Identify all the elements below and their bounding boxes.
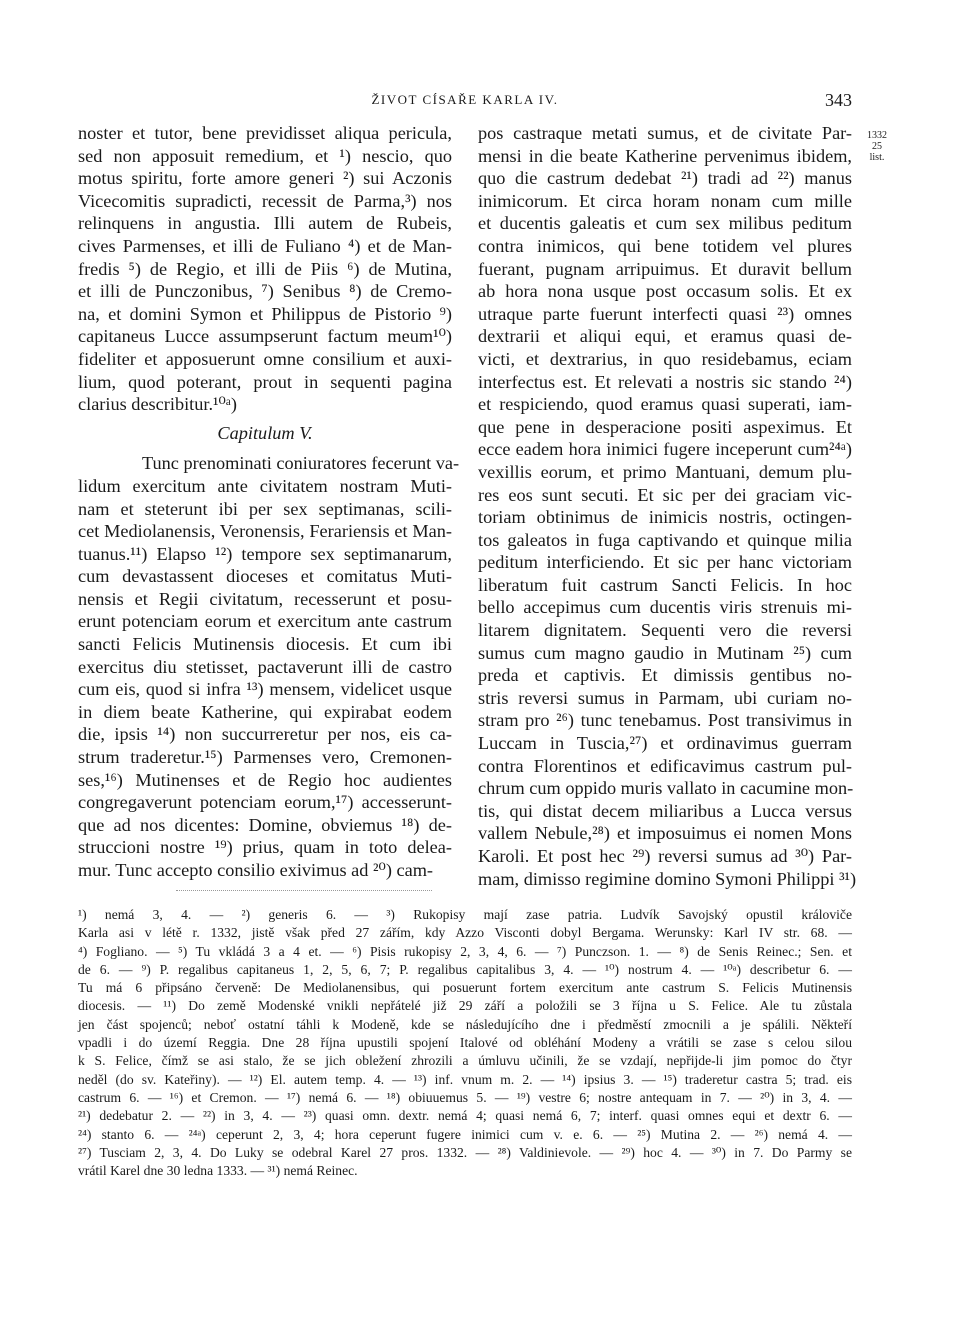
text-line: noster et tutor, bene previdisset aliqua pericula, bbox=[78, 123, 452, 143]
text-line: vexillis eorum, et primo Mantuani, demum plu- bbox=[478, 461, 852, 482]
left-column bbox=[78, 122, 460, 882]
chapter-heading: Capitulum V. bbox=[217, 422, 313, 443]
text-line: clarius describitur.¹⁰ᵃ) bbox=[78, 394, 237, 415]
text-line: peditum interficiendo. Et sic per hanc victoriam bbox=[478, 552, 852, 573]
text-line: capitaneus Lucce assumpserunt factum meum¹⁰) bbox=[78, 326, 452, 347]
text-line: Vicecomitis supradicti, recessit de Parma,³) nos bbox=[78, 190, 452, 211]
text-line: pos castraque metati sumus, et de civitate Par- bbox=[478, 123, 852, 143]
text-line: congregaverunt potenciam eorum,¹⁷) accesserunt- bbox=[78, 792, 452, 813]
text-line: stris reversi sumus in Parmam, ubi curiam no- bbox=[478, 687, 852, 708]
running-header bbox=[78, 90, 852, 112]
text-line: vallem Nebule,²⁸) et imposuimus ei nomen Mons bbox=[478, 823, 852, 844]
footnote-line: ⁴) Fogliano. — ⁵) Tu vkládá 3 a 4 et. — ⁶) Pisis rukopisy 2, 3, 4, 6. — ⁷) Punczson. 1. — ⁸) de Senis Reinec.; Sen. et bbox=[78, 943, 852, 959]
text-line: victi, et dextrarius, in quo residebamus, eciam bbox=[478, 348, 852, 369]
paragraph bbox=[78, 475, 452, 882]
text-line: utraque parte fuerunt interfecti quasi ²³) omnes bbox=[478, 303, 852, 324]
text-line: nam et steterunt ibi per sex septimanas, scili- bbox=[78, 498, 452, 519]
text-line: que pene in desperacione positi aspeximus. Et bbox=[478, 416, 852, 437]
text-line: relinquens in angustia. Illi autem de Rubeis, bbox=[78, 213, 452, 234]
footnote-line: vpadli i do území Reggia. Dne 28 října upustili spojení Italové od obléhání Modeny a vrátili se zase s celou silou bbox=[78, 1035, 852, 1051]
text-line: mam, dimisso regimine domino Symoni Philippi ³¹) bbox=[478, 868, 857, 889]
text-line: ses,¹⁶) Mutinenses et de Regio hoc audientes bbox=[78, 769, 452, 790]
text-line: dextrarii et aliqui equi, et eramus quasi de- bbox=[478, 326, 852, 347]
text-line: cet Mediolanensis, Veronensis, Ferariensis et Man- bbox=[78, 521, 452, 542]
footnote-line: de 6. — ⁹) P. regalibus capitaneus 1, 2, 5, 6, 7; P. regalibus capitalibus 3, 4. — ¹⁰) nostrum 4. — ¹⁰ᵃ) describetur 6. — bbox=[78, 961, 852, 977]
text-line: Karoli. Et post hec ²⁹) reversi sumus ad ³⁰) Par- bbox=[478, 846, 852, 866]
page-number: 343 bbox=[825, 90, 852, 110]
text-line: chrum cum oppido muris vallato in cacumine mon- bbox=[478, 778, 854, 799]
text-line: exercitus diu stetisset, pactaverunt illi de castro bbox=[78, 656, 452, 677]
text-line: motus spiritu, forte amore generi ²) sui Aczonis bbox=[78, 168, 452, 189]
margin-note-line: 25 bbox=[872, 141, 882, 152]
text-line: strum traderetur.¹⁵) Parmenses vero, Cremonen- bbox=[78, 747, 452, 768]
text-line: fuerant, pugnam arripuimus. Et duravit bellum bbox=[478, 258, 852, 279]
text-line: toriam obtinimus de inimicis nostris, octingen- bbox=[478, 507, 852, 528]
text-line: contra Florentinos et edificavimus castrum pul- bbox=[478, 755, 852, 776]
right-column bbox=[478, 122, 857, 890]
text-line: Luccam in Tuscia,²⁷) et ordinavimus guerram bbox=[478, 733, 852, 754]
footnote-line: jen část spojenců; neboť ostatní táhli k Modeně, kde se následujícího dne i předměstí zmocnili a je spálili. Někteří bbox=[78, 1016, 852, 1032]
text-line: na, et domini Symon et Philippus de Pistorio ⁹) bbox=[78, 303, 452, 324]
text-line: sancti Felicis Mutinensis diocesis. Et cum ibi bbox=[78, 634, 452, 655]
text-line: stram pro ²⁶) tunc tenebamus. Post transivimus in bbox=[478, 710, 852, 731]
text-line: res eos sunt secuti. Et sic per dei graciam vic- bbox=[478, 484, 852, 505]
margin-note-line: 1332 bbox=[867, 130, 887, 141]
footnote-line: ¹) nemá 3, 4. — ²) generis 6. — ³) Rukopisy mají zase patria. Ludvík Savojský opustil královiče bbox=[78, 907, 852, 922]
text-line: sed non apposuit remedium, et ¹) nescio, quo bbox=[78, 145, 452, 166]
text-line: ecce eadem hora inimici fugere inceperunt cum²⁴ᵃ) bbox=[478, 439, 852, 460]
paragraph bbox=[78, 122, 452, 416]
text-line: tos galeatos in fuga captivando et quinque milia bbox=[478, 529, 852, 550]
footnote-line: castrum 6. — ¹⁶) et Cremon. — ¹⁷) nemá 6. — ¹⁸) obiuuemus 5. — ¹⁹) vestre 6; nostre antequam in 7. — ²⁰) in 3, 4. — bbox=[78, 1089, 852, 1105]
text-line: struccioni nostre ¹⁹) prius, quam in toto delea- bbox=[78, 837, 452, 858]
footnotes bbox=[78, 906, 852, 1180]
text-line: mur. Tunc accepto consilio exivimus ad ²⁰) cam- bbox=[78, 860, 434, 880]
text-line: cives Parmenses, et illi de Fuliano ⁴) et de Man- bbox=[78, 235, 452, 256]
footnote-line: neděl (do sv. Kateřiny). — ¹²) El. autem temp. 4. — ¹³) inf. vnum m. 2. — ¹⁴) ipsius 3. — ¹⁵) traderetur castra 5; trad. eis bbox=[78, 1071, 852, 1087]
footnote-line: Tu má 6 připsáno červeně: De Mediolanensibus, qui posuerunt fortem exercitum ante castrum S. Felicis Mutinensis bbox=[78, 980, 852, 996]
text-line: inimicorum. Et circa horam nonam cum mille bbox=[478, 190, 852, 211]
text-line: et respiciendo, quod eramus quasi superati, iam- bbox=[478, 394, 852, 415]
text-line: lidum exercitum ante civitatem nostram Muti- bbox=[78, 475, 452, 496]
footnote-line: Karla asi v létě r. 1332, jistě však před 27 zářím, kdy Azzo Visconti dobyl Bergama. Werunsky: Karl IV str. 68. — bbox=[78, 925, 852, 941]
margin-note-line: list. bbox=[869, 152, 885, 163]
footnote-line: ²¹) dedebatur 2. — ²²) in 3, 4. — ²³) quasi omn. dextr. nemá 4; quasi nemá 6, 7; interf. quasi omnes equi et dextr 6. — bbox=[78, 1108, 852, 1124]
text-line: bello accepimus cum ducentis viris strenuis mi- bbox=[478, 597, 852, 618]
text-line: sumus cum magno gaudio in Mutinam ²⁵) cum bbox=[478, 642, 852, 663]
running-title: ŽIVOT CÍSAŘE KARLA IV. bbox=[371, 92, 559, 107]
text-line: lium, quod poterant, prout in sequenti pagina bbox=[78, 371, 452, 392]
text-line: nensis et Regii civitatum, recesserunt et posu- bbox=[78, 588, 452, 609]
footnote-separator bbox=[176, 890, 432, 891]
text-line: fideliter et apposuerunt omne consilium et auxi- bbox=[78, 348, 452, 369]
footnote-line: ²⁷) Tusciam 2, 3, 4. Do Luky se odebral Karel 27 pros. 1332. — ²⁸) Valdinievole. — ²⁹) hoc 4. — ³⁰) in 7. Do Parmy se bbox=[78, 1144, 852, 1160]
text-line: cum devastassent dioceses et comitatus Muti- bbox=[78, 566, 452, 587]
text-line: tis, qui distat decem miliaribus a Lucca versus bbox=[478, 800, 852, 821]
text-line: die, ipsis ¹⁴) non succurreretur per nos, eis ca- bbox=[78, 724, 452, 745]
footnote-line: k S. Felice, čímž se asi stalo, že se jich obležení zhrozili a úmluvu učinili, že se vzdají, nepřijde-li jim pomoc do čtyr bbox=[78, 1053, 852, 1069]
text-line: interfectus est. Et relevati a nostris sic stando ²⁴) bbox=[478, 371, 852, 392]
text-line: et ducentis galeatis et cum sex milibus peditum bbox=[478, 213, 852, 234]
text-line: quo die castrum dedebat ²¹) tradi ad ²²) manus bbox=[478, 168, 852, 189]
text-line: fredis ⁵) de Regio, et illi de Piis ⁶) de Mutina, bbox=[78, 258, 452, 279]
text-line: cum eis, quod si infra ¹³) mensem, videlicet usque bbox=[78, 679, 452, 700]
text-line: ab hora nona usque post occasum solis. Et ex bbox=[478, 281, 852, 302]
footnote-line: ²⁴) stanto 6. — ²⁴ᵃ) ceperunt 2, 3, 4; hora ceperunt fugere inimici cum v. e. 6. — ²⁵) Mutina 2. — ²⁶) nemá 4. — bbox=[78, 1126, 852, 1142]
paragraph bbox=[478, 122, 857, 890]
text-line: liberatum fuit castrum Sancti Felicis. In hoc bbox=[478, 574, 852, 595]
text-line: litarem dignitatem. Sequenti vero die reversi bbox=[478, 620, 852, 641]
text-line: et illi de Punczonibus, ⁷) Senibus ⁸) de Cremo- bbox=[78, 281, 452, 302]
text-line: preda et captivis. Et dimissis gentibus no- bbox=[478, 665, 852, 686]
paragraph-first-line: Tunc prenominati coniuratores fecerunt va- bbox=[142, 453, 460, 474]
margin-date-note bbox=[862, 130, 892, 163]
text-line: que ad nos dicentes: Domine, obviemus ¹⁸) de- bbox=[78, 814, 452, 835]
text-line: mensi in die beate Katherine pervenimus ibidem, bbox=[478, 145, 852, 166]
text-line: contra inimicos, qui bene totidem vel plures bbox=[478, 235, 852, 256]
text-line: erunt potenciam eorum et exercitum ante castrum bbox=[78, 611, 452, 632]
text-line: in diem beate Katherine, qui expirabat eodem bbox=[78, 701, 452, 722]
footnote-line: vrátil Karel dne 30 ledna 1333. — ³¹) nemá Reinec. bbox=[78, 1163, 358, 1179]
text-line: tuanus.¹¹) Elapso ¹²) tempore sex septimanarum, bbox=[78, 543, 452, 564]
footnote-line: diocesis. — ¹¹) Do země Modenské vnikli nepřátelé již 29 září a položili se 3 října u S. Felice. Ale tu zůstala bbox=[78, 998, 852, 1014]
